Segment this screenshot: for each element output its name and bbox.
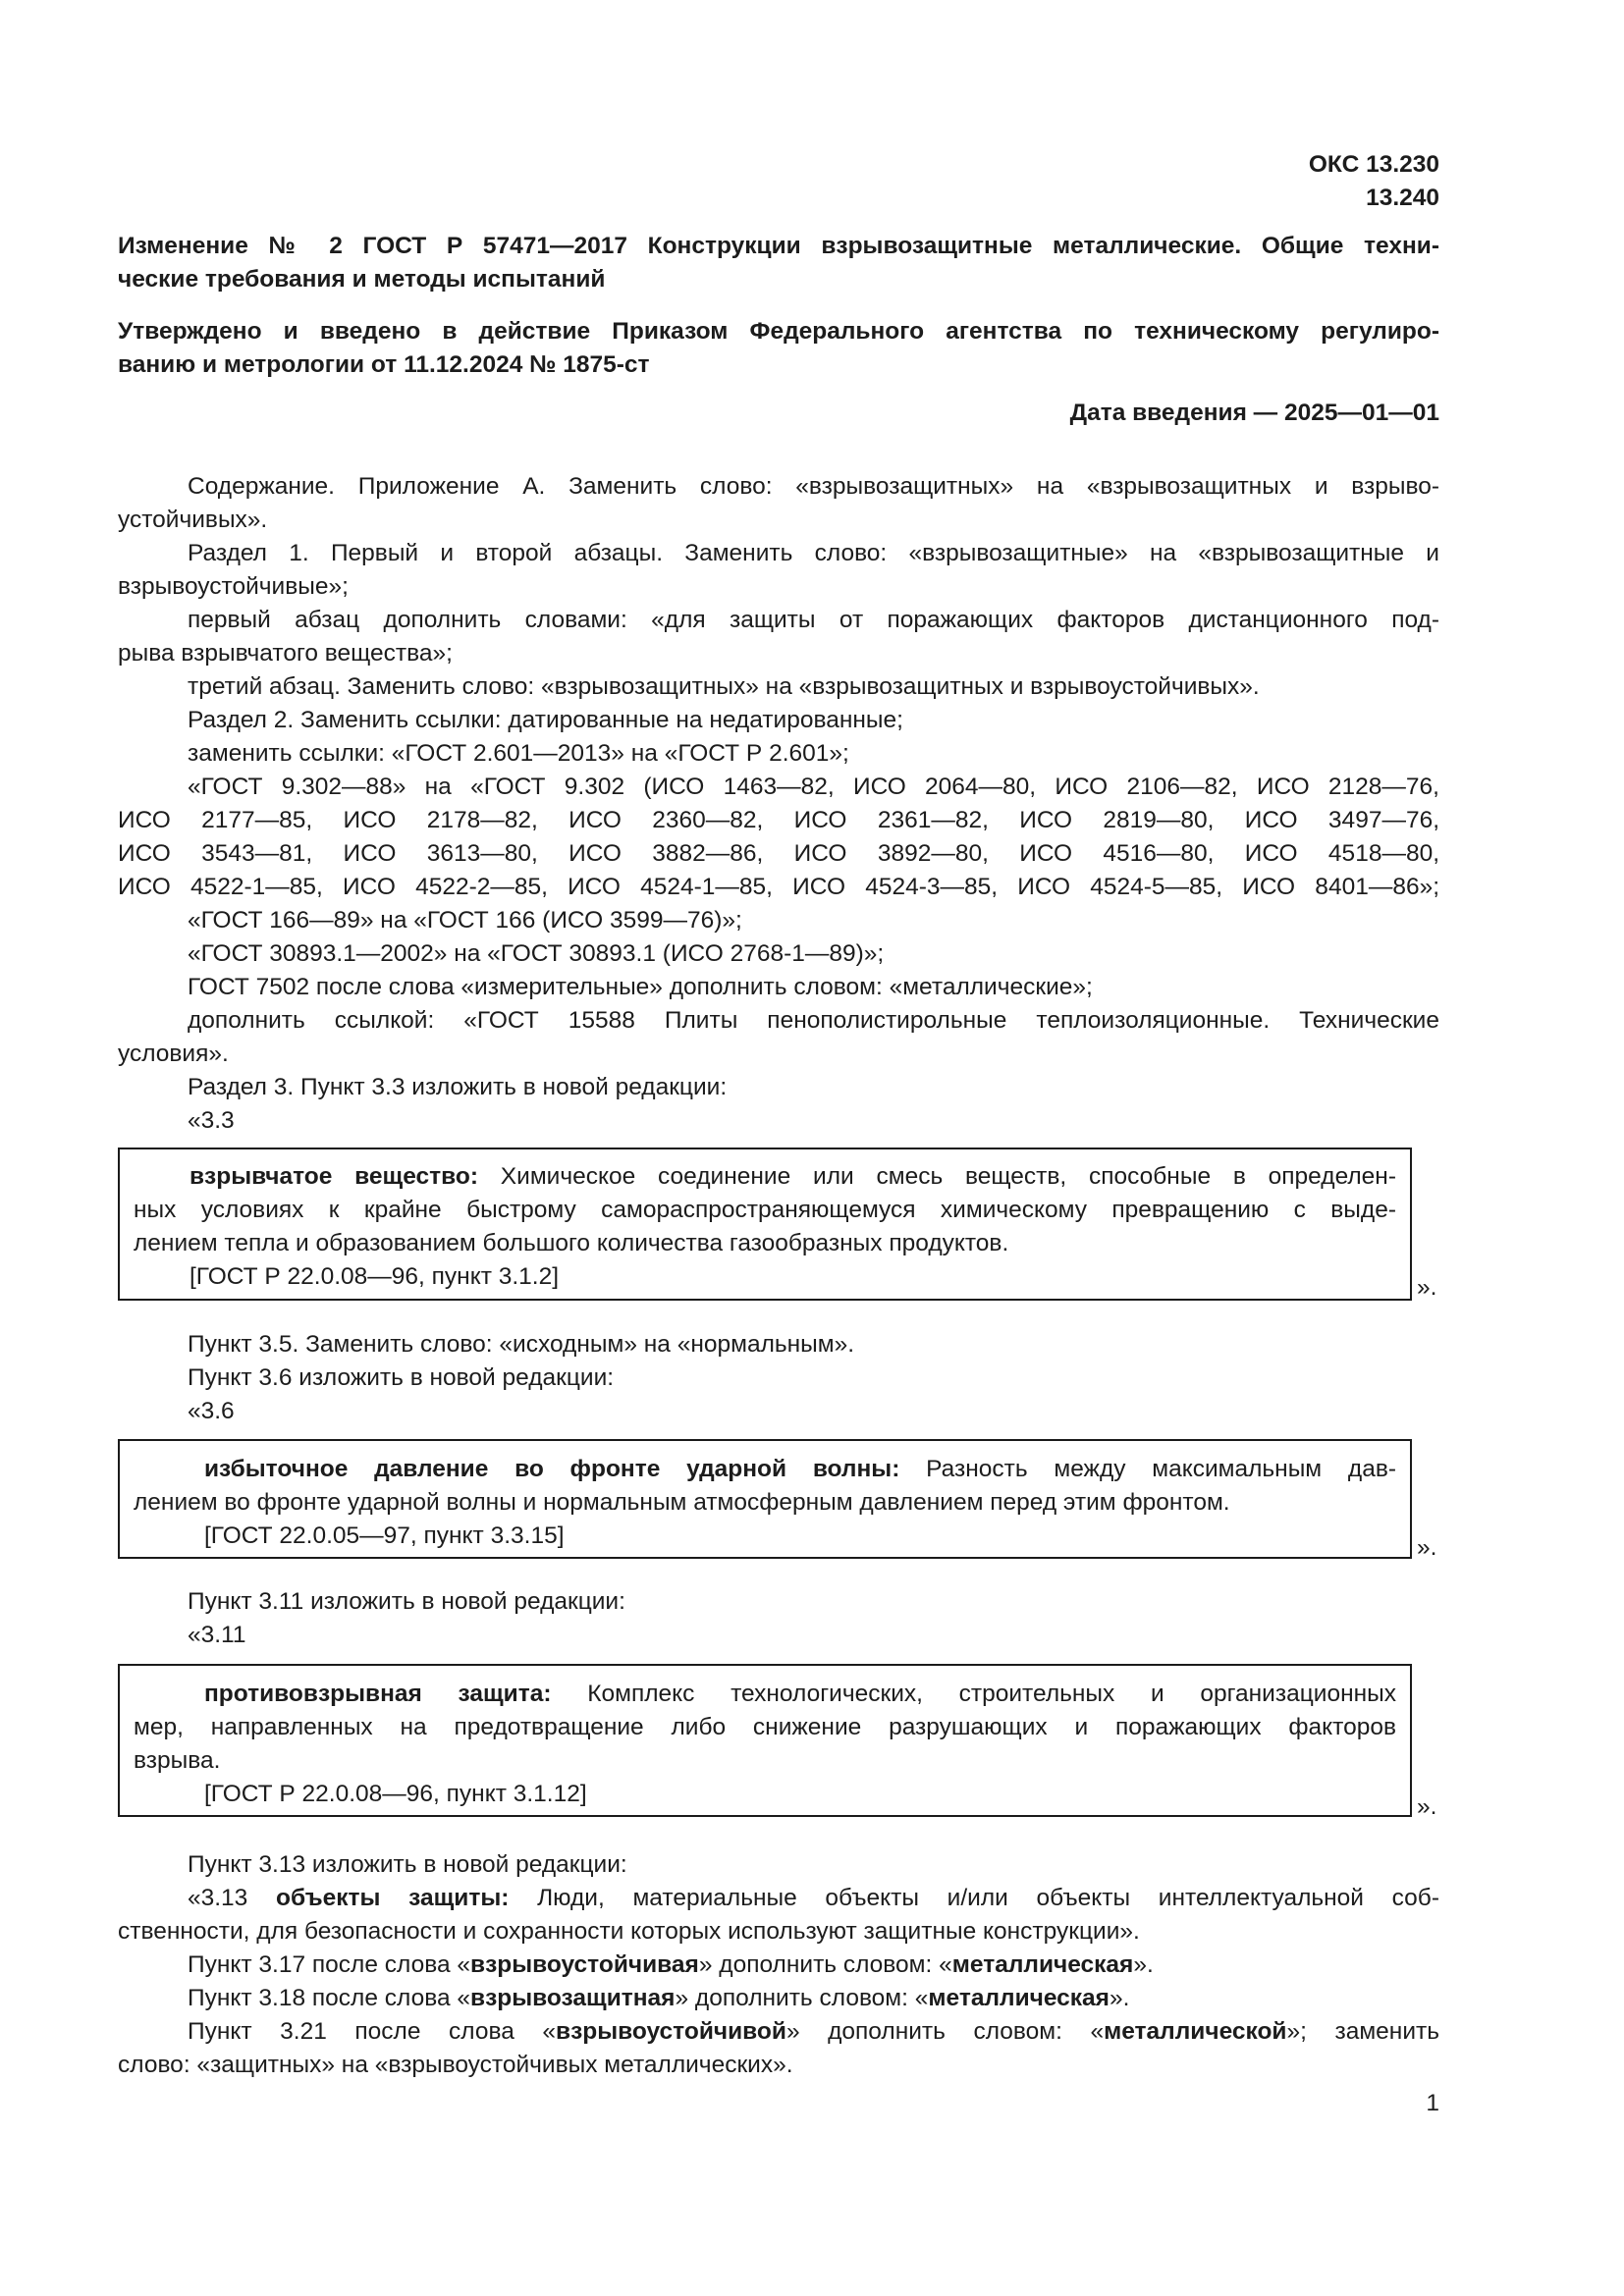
body-line: третий абзац. Заменить слово: «взрывозащитных» на «взрывозащитных и взрывоустойчивых». [188,673,1260,700]
body-line: дополнить ссылкой: «ГОСТ 15588 Плиты пенополистирольные теплоизоляционные. Технические [188,1007,1439,1034]
oks-code: ОКС 13.230 [1308,151,1439,178]
body-section-d [118,1848,1439,2082]
closing-quote: ». [1417,1793,1437,1820]
text: ». [1109,1985,1130,2011]
definition-line [134,1160,1396,1194]
definition-line: взрыва. [134,1747,221,1774]
definition-text: Разность между максимальным дав- [899,1456,1396,1482]
effective-date [118,397,1439,430]
definition-reference: [ГОСТ 22.0.05—97, пункт 3.3.15] [204,1522,565,1549]
bold-word: металлическая [951,1951,1134,1978]
definition-term: взрывчатое вещество: [189,1163,478,1190]
clause-number: «3.13 [188,1885,276,1911]
text: Пункт 3.17 после слова « [188,1951,471,1978]
approval-statement [118,315,1439,382]
title-line: Изменение № 2 ГОСТ Р 57471—2017 Конструкции взрывозащитные металлические. Общие техни- [118,233,1439,259]
text: » дополнить словом: « [675,1985,929,2011]
body-line [118,2015,1439,2049]
definition-line [134,1678,1396,1711]
body-line: Пункт 3.13 изложить в новой редакции: [188,1851,627,1878]
body-line: ИСО 2177—85, ИСО 2178—82, ИСО 2360—82, ИСО 2361—82, ИСО 2819—80, ИСО 3497—76, [118,807,1439,833]
text: Пункт 3.18 после слова « [188,1985,471,2011]
body-line: «3.11 [188,1622,246,1648]
body-section-a [118,470,1439,1138]
body-line: заменить ссылки: «ГОСТ 2.601—2013» на «ГОСТ Р 2.601»; [188,740,849,767]
definition-line [134,1453,1396,1486]
definition-text: Комплекс технологических, строительных и организационных [551,1681,1396,1707]
body-line: Пункт 3.6 изложить в новой редакции: [188,1364,615,1391]
body-line [118,1949,1439,1982]
body-line: «ГОСТ 30893.1—2002» на «ГОСТ 30893.1 (ИСО 2768-1—89)»; [188,940,885,967]
body-line: устойчивых». [118,507,268,533]
bold-word: металлическая [928,1985,1110,2011]
approval-line: ванию и метрологии от 11.12.2024 № 1875-ст [118,351,650,378]
body-line: ИСО 4522-1—85, ИСО 4522-2—85, ИСО 4524-1—85, ИСО 4524-3—85, ИСО 4524-5—85, ИСО 8401—86»; [118,874,1439,900]
effective-date-text: Дата введения — 2025—01—01 [1069,400,1439,426]
body-line: «3.6 [188,1398,235,1424]
bold-word: взрывозащитная [470,1985,676,2011]
approval-line: Утверждено и введено в действие Приказом Федерального агентства по техническому регулиро- [118,318,1439,345]
body-line: Содержание. Приложение А. Заменить слово: «взрывозащитных» на «взрывозащитных и взрыво- [188,473,1439,500]
body-line [118,1882,1439,1915]
definition-box-3-6 [118,1439,1412,1559]
body-line: ственности, для безопасности и сохранности которых используют защитные конструкции». [118,1918,1140,1945]
document-header [118,148,1439,215]
bold-word: взрывоустойчивая [470,1951,699,1978]
body-line: взрывоустойчивые»; [118,573,349,600]
bold-word: взрывоустойчивой [556,2018,786,2045]
body-line: ИСО 3543—81, ИСО 3613—80, ИСО 3882—86, ИСО 3892—80, ИСО 4516—80, ИСО 4518—80, [118,840,1439,867]
definition-line: лением тепла и образованием большого количества газообразных продуктов. [134,1230,1009,1256]
body-line: Пункт 3.11 изложить в новой редакции: [188,1588,625,1615]
body-line: Пункт 3.5. Заменить слово: «исходным» на «нормальным». [188,1331,855,1358]
body-line: условия». [118,1041,229,1067]
definition-reference: [ГОСТ Р 22.0.08—96, пункт 3.1.12] [204,1781,587,1807]
text: ». [1133,1951,1154,1978]
closing-quote: ». [1417,1274,1437,1301]
body-section-c [118,1585,1439,1652]
definition-text: Люди, материальные объекты и/или объекты интеллектуальной соб- [509,1885,1439,1911]
definition-term: объекты защиты: [275,1885,510,1911]
oks-code-second: 13.240 [1366,185,1439,211]
text: » дополнить словом: « [698,1951,952,1978]
body-line: Раздел 2. Заменить ссылки: датированные на недатированные; [188,707,903,733]
text: »; заменить [1286,2018,1439,2045]
text: Пункт 3.21 после слова « [188,2018,557,2045]
definition-box-3-3 [118,1148,1412,1301]
body-line: слово: «защитных» на «взрывоустойчивых металлических». [118,2052,793,2078]
body-line: первый абзац дополнить словами: «для защиты от поражающих факторов дистанционного под- [188,607,1439,633]
bold-word: металлической [1104,2018,1287,2045]
body-line: «3.3 [188,1107,235,1134]
page-number: 1 [1426,2090,1439,2116]
body-line: Раздел 1. Первый и второй абзацы. Заменить слово: «взрывозащитные» на «взрывозащитные и [188,540,1439,566]
body-line: Раздел 3. Пункт 3.3 изложить в новой редакции: [188,1074,728,1100]
definition-line: мер, направленных на предотвращение либо снижение разрушающих и поражающих факторов [134,1714,1396,1740]
body-line: «ГОСТ 9.302—88» на «ГОСТ 9.302 (ИСО 1463—82, ИСО 2064—80, ИСО 2106—82, ИСО 2128—76, [188,774,1439,800]
definition-term: противовзрывная защита: [204,1681,552,1707]
definition-reference: [ГОСТ Р 22.0.08—96, пункт 3.1.2] [189,1263,560,1290]
definition-line: ных условиях к крайне быстрому самораспространяющемуся химическому превращению с выде- [134,1197,1396,1223]
closing-quote: ». [1417,1534,1437,1561]
definition-term: избыточное давление во фронте ударной волны: [204,1456,900,1482]
amendment-title [118,230,1439,296]
body-line: «ГОСТ 166—89» на «ГОСТ 166 (ИСО 3599—76)»; [188,907,742,934]
body-line: ГОСТ 7502 после слова «измерительные» дополнить словом: «металлические»; [188,974,1093,1000]
text: » дополнить словом: « [785,2018,1105,2045]
title-line: ческие требования и методы испытаний [118,266,606,293]
body-line [118,1982,1439,2015]
definition-box-3-11 [118,1664,1412,1817]
definition-text: Химическое соединение или смесь веществ, способные в определен- [478,1163,1396,1190]
definition-line: лением во фронте ударной волны и нормальным атмосферным давлением перед этим фронтом. [134,1489,1230,1516]
body-section-b [118,1328,1439,1428]
body-line: рыва взрывчатого вещества»; [118,640,453,667]
